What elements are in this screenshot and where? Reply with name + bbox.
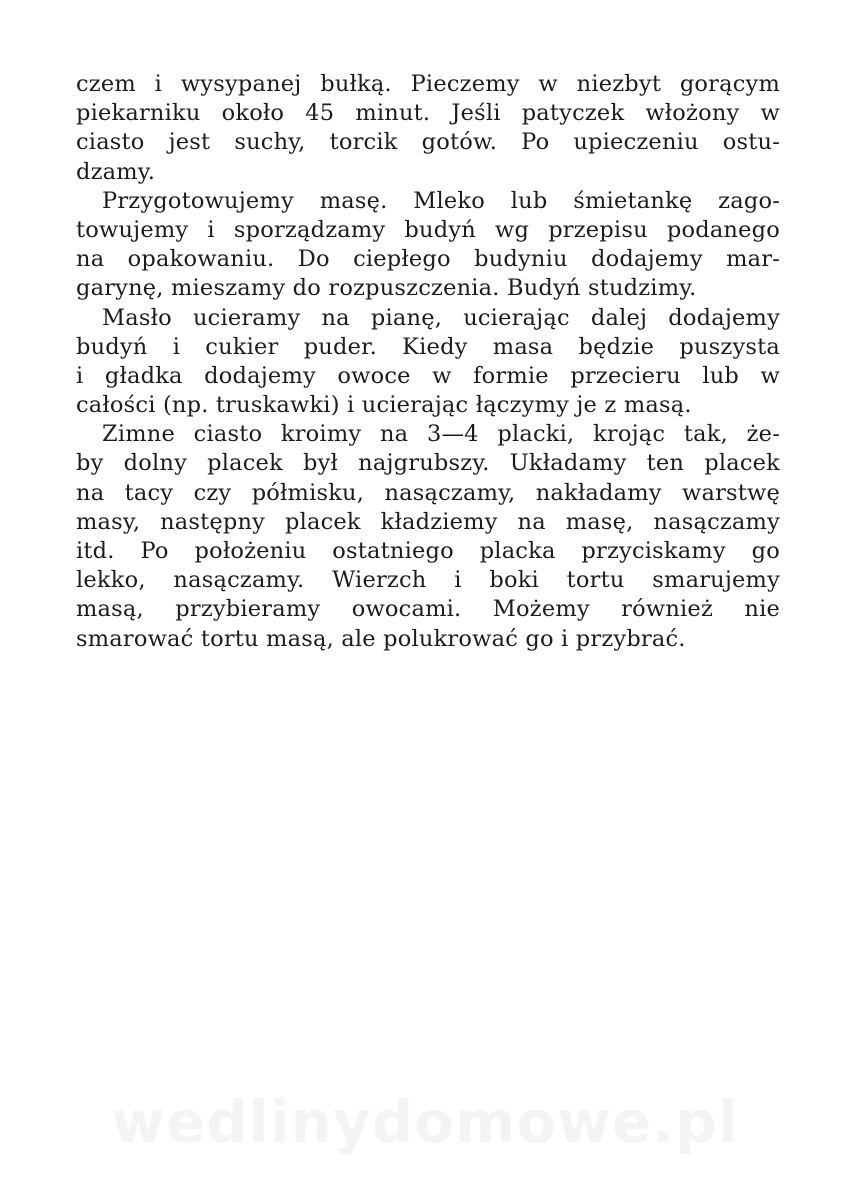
text-line: na opakowaniu. Do ciepłego budyniu dodajemy mar- [76, 246, 780, 273]
text-line: na tacy czy półmisku, nasączamy, nakładamy warstwę [76, 479, 780, 506]
text-line: itd. Po położeniu ostatniego placka przyciskamy go [76, 538, 780, 564]
text-line: Przygotowujemy masę. Mleko lub śmietankę zago- [102, 187, 780, 214]
text-line: i gładka dodajemy owoce w formie przecieru lub w [76, 362, 780, 389]
body-text [76, 70, 780, 654]
text-line: ciasto jest suchy, torcik gotów. Po upieczeniu ostu- [76, 129, 780, 156]
text-line: masą, przybieramy owocami. Możemy również nie [76, 596, 780, 623]
text-line: dzamy. [76, 158, 156, 185]
text-line: Masło ucieramy na pianę, ucierając dalej dodajemy [102, 304, 780, 331]
text-line: piekarniku około 45 minut. Jeśli patyczek włożony w [76, 100, 780, 127]
text-line: lekko, nasączamy. Wierzch i boki tortu smarujemy [76, 567, 780, 594]
text-line: Zimne ciasto kroimy na 3—4 placki, krojąc tak, że- [102, 421, 780, 448]
text-line: towujemy i sporządzamy budyń wg przepisu podanego [76, 216, 780, 243]
text-line: całości (np. truskawki) i ucierając łączymy je z masą. [76, 392, 692, 419]
text-line: garynę, mieszamy do rozpuszczenia. Budyń studzimy. [76, 275, 697, 302]
text-line: czem i wysypanej bułką. Pieczemy w niezbyt gorącym [76, 71, 780, 97]
text-line: budyń i cukier puder. Kiedy masa będzie puszysta [76, 333, 780, 360]
text-line: by dolny placek był najgrubszy. Układamy ten placek [76, 450, 780, 477]
text-line: masy, następny placek kładziemy na masę, nasączamy [76, 508, 780, 535]
watermark: wedlinydomowe.pl [111, 1088, 739, 1156]
text-line: smarować tortu masą, ale polukrować go i przybrać. [76, 625, 686, 652]
